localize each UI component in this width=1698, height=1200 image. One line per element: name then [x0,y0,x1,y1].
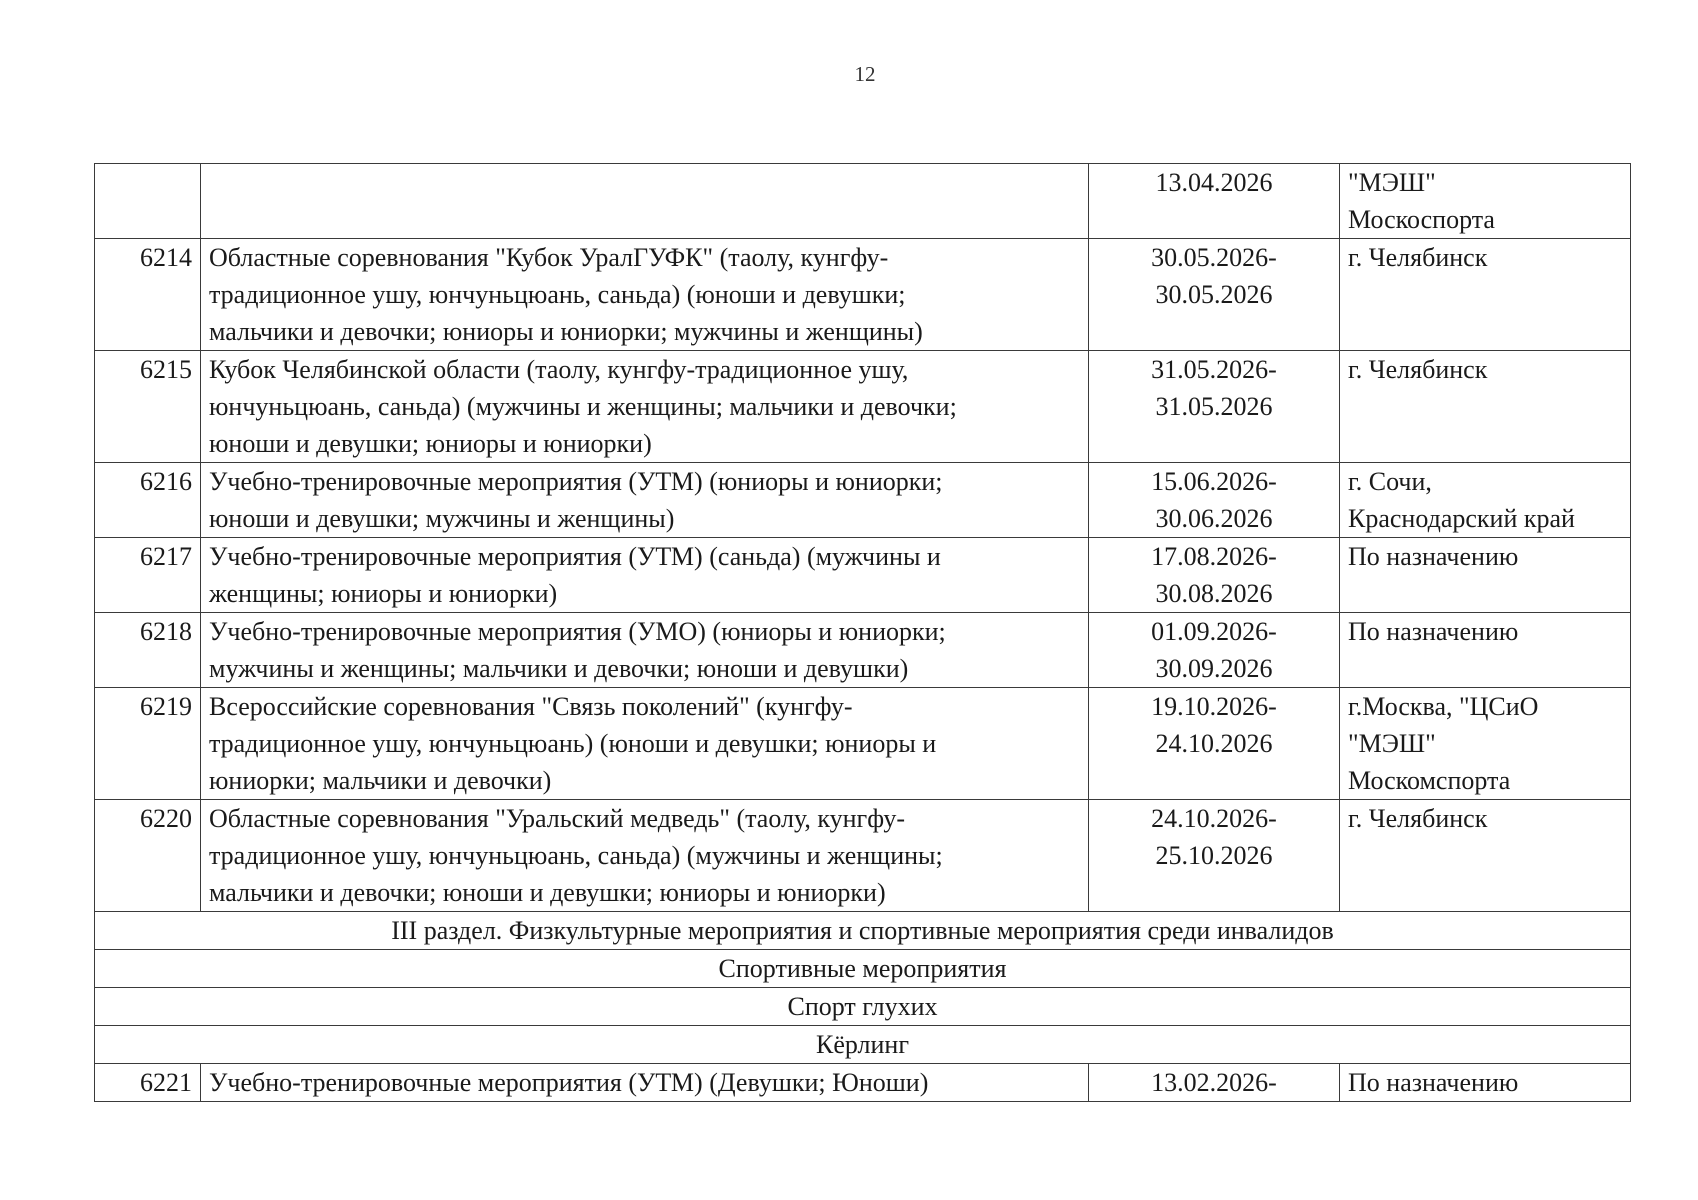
event-dates: 24.10.2026- 25.10.2026 [1151,804,1277,870]
event-name-cell [201,164,1089,239]
section-heading: III раздел. Физкультурные мероприятия и спортивные мероприятия среди инвалидов [95,912,1631,950]
section-heading: Кёрлинг [95,1026,1631,1064]
event-place: По назначению [1348,617,1519,646]
event-place-cell [1340,800,1631,912]
event-place: "МЭШ" Москоспорта [1348,168,1495,234]
event-dates-cell [1089,463,1340,538]
section-row [95,950,1631,988]
row-number: 6214 [140,243,192,272]
events-table-body [95,164,1631,912]
event-place: г. Челябинск [1348,804,1488,833]
table-row [95,538,1631,613]
event-name: Учебно-тренировочные мероприятия (УМО) (юниоры и юниорки; мужчины и женщины; мальчики и девочки; юноши и девушки) [209,617,946,683]
row-number-cell [95,800,201,912]
event-place-cell [1340,538,1631,613]
table-row [95,613,1631,688]
event-name-cell [201,538,1089,613]
event-name-cell [201,1064,1089,1102]
table-row [95,239,1631,351]
event-dates: 01.09.2026- 30.09.2026 [1151,617,1277,683]
event-place-cell [1340,1064,1631,1102]
row-number: 6215 [140,355,192,384]
event-name-cell [201,463,1089,538]
event-name-cell [201,688,1089,800]
table-row [95,800,1631,912]
row-number-cell [95,613,201,688]
event-name: Учебно-тренировочные мероприятия (УТМ) (саньда) (мужчины и женщины; юниоры и юниорки) [209,542,941,608]
event-place: г. Сочи, Краснодарский край [1348,467,1575,533]
event-place-cell [1340,688,1631,800]
row-number: 6217 [140,542,192,571]
event-place: г. Челябинск [1348,355,1488,384]
row-number-cell [95,164,201,239]
event-place-cell [1340,613,1631,688]
event-place-cell [1340,463,1631,538]
event-place: По назначению [1348,542,1519,571]
event-dates-cell [1089,351,1340,463]
table-row [95,164,1631,239]
event-place: По назначению [1348,1068,1519,1097]
event-place: г.Москва, "ЦСиО "МЭШ" Москомспорта [1348,692,1539,795]
event-name-cell [201,613,1089,688]
event-name: Учебно-тренировочные мероприятия (УТМ) (юниоры и юниорки; юноши и девушки; мужчины и женщины) [209,467,943,533]
section-row [95,1026,1631,1064]
section-heading: Спортивные мероприятия [95,950,1631,988]
event-dates-cell [1089,239,1340,351]
row-number-cell [95,688,201,800]
row-number: 6219 [140,692,192,721]
event-dates: 15.06.2026- 30.06.2026 [1151,467,1277,533]
event-dates-cell [1089,1064,1340,1102]
event-name: Учебно-тренировочные мероприятия (УТМ) (Девушки; Юноши) [209,1068,929,1097]
row-number: 6220 [140,804,192,833]
event-dates: 17.08.2026- 30.08.2026 [1151,542,1277,608]
events-table-body-continued [95,1064,1631,1102]
event-dates-cell [1089,800,1340,912]
table-row [95,351,1631,463]
event-name: Кубок Челябинской области (таолу, кунгфу-традиционное ушу, юнчуньцюань, саньда) (мужчины и женщины; мальчики и девочки; юноши и девушки; юниоры и юниорки) [209,355,957,458]
event-name: Всероссийские соревнования "Связь поколений" (кунгфу- традиционное ушу, юнчуньцюань) (юноши и девушки; юниоры и юниорки; мальчики и девочки) [209,692,937,795]
event-place-cell [1340,239,1631,351]
event-place: г. Челябинск [1348,243,1488,272]
event-place-cell [1340,351,1631,463]
event-name-cell [201,239,1089,351]
events-table [94,163,1631,1102]
table-row [95,1064,1631,1102]
row-number-cell [95,463,201,538]
event-dates-cell [1089,538,1340,613]
event-dates: 30.05.2026- 30.05.2026 [1151,243,1277,309]
row-number-cell [95,239,201,351]
page-number: 12 [854,62,876,86]
section-heading: Спорт глухих [95,988,1631,1026]
row-number-cell [95,1064,201,1102]
row-number: 6216 [140,467,192,496]
section-headers [95,912,1631,1064]
event-name: Областные соревнования "Кубок УралГУФК" (таолу, кунгфу- традиционное ушу, юнчуньцюань, саньда) (юноши и девушки; мальчики и девочки; юниоры и юниорки; мужчины и женщины) [209,243,923,346]
event-dates: 31.05.2026- 31.05.2026 [1151,355,1277,421]
event-dates-cell [1089,164,1340,239]
event-place-cell [1340,164,1631,239]
section-row [95,912,1631,950]
row-number-cell [95,351,201,463]
row-number: 6218 [140,617,192,646]
table-row [95,463,1631,538]
event-dates: 13.04.2026 [1155,168,1273,197]
event-dates: 19.10.2026- 24.10.2026 [1151,692,1277,758]
event-dates-cell [1089,688,1340,800]
row-number: 6221 [140,1068,192,1097]
row-number-cell [95,538,201,613]
event-name-cell [201,351,1089,463]
section-row [95,988,1631,1026]
event-name: Областные соревнования "Уральский медведь" (таолу, кунгфу- традиционное ушу, юнчуньцюань, саньда) (мужчины и женщины; мальчики и девочки; юноши и девушки; юниоры и юниорки) [209,804,943,907]
event-dates: 13.02.2026- [1151,1068,1277,1097]
table-row [95,688,1631,800]
event-dates-cell [1089,613,1340,688]
event-name-cell [201,800,1089,912]
